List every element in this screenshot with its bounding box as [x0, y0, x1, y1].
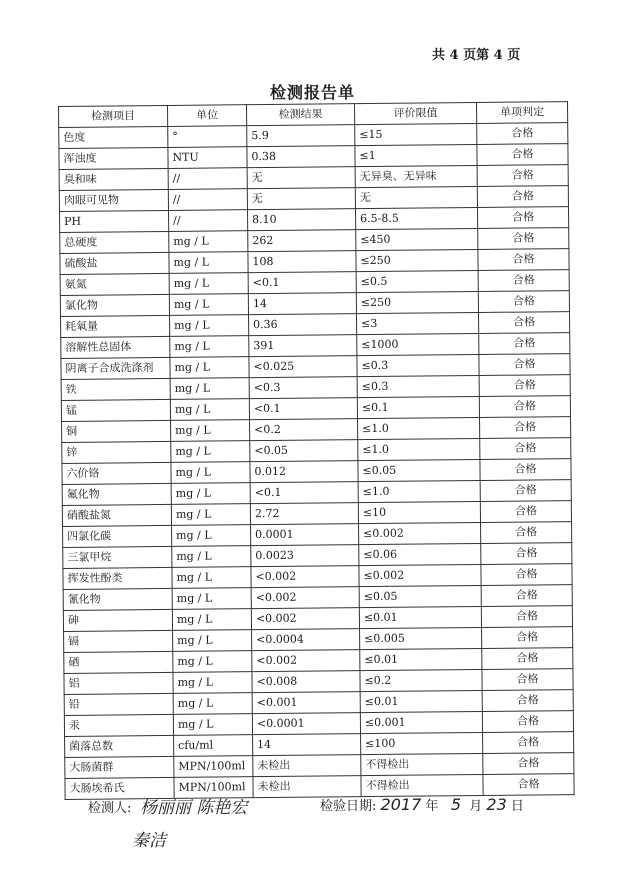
item-limit: ≤15 [355, 123, 477, 145]
inspector-label: 检测人: [88, 801, 132, 816]
item-result: 未检出 [253, 776, 361, 798]
item-limit: ≤0.2 [360, 669, 482, 691]
item-verdict: 合格 [479, 396, 570, 418]
item-unit: mg / L [170, 378, 249, 400]
item-limit: ≤1.0 [358, 480, 480, 502]
item-limit: ≤0.05 [358, 459, 480, 481]
item-name: 氯化物 [60, 294, 169, 316]
item-unit: mg / L [169, 273, 248, 295]
item-limit: ≤0.06 [359, 543, 481, 565]
item-result: <0.2 [250, 419, 358, 441]
item-name: 氰化物 [63, 588, 172, 610]
item-limit: ≤1.0 [358, 417, 480, 439]
item-name: 大肠埃希氏 [65, 777, 174, 799]
item-verdict: 合格 [477, 123, 568, 145]
date-day-char: 日 [510, 799, 524, 814]
item-result: <0.002 [252, 650, 360, 672]
item-unit: mg / L [169, 231, 248, 253]
item-name: 总硬度 [60, 231, 169, 253]
item-name: 溶解性总固体 [61, 336, 170, 358]
item-verdict: 合格 [480, 417, 571, 439]
item-result: 2.72 [250, 503, 358, 525]
item-result: <0.05 [250, 440, 358, 462]
column-header: 评价限值 [354, 102, 476, 124]
item-unit: mg / L [170, 336, 249, 358]
item-result: <0.1 [249, 398, 357, 420]
item-result: <0.0004 [252, 629, 360, 651]
item-name: 铜 [62, 420, 171, 442]
item-verdict: 合格 [478, 270, 569, 292]
item-name: 镉 [64, 630, 173, 652]
item-verdict: 合格 [478, 291, 569, 313]
item-name: 六价铬 [62, 462, 171, 484]
item-result: 108 [248, 251, 356, 273]
item-unit: mg / L [169, 252, 248, 274]
item-limit: ≤100 [361, 732, 483, 754]
item-limit: ≤0.3 [357, 375, 479, 397]
item-verdict: 合格 [478, 228, 569, 250]
item-name: 菌落总数 [65, 735, 174, 757]
item-limit: 不得检出 [361, 753, 483, 775]
item-name: 砷 [63, 609, 172, 631]
item-name: 硝酸盐氮 [62, 504, 171, 526]
inspector-signatures: 杨丽丽 陈艳宏 [140, 798, 248, 818]
item-name: 锌 [62, 441, 171, 463]
item-verdict: 合格 [477, 144, 568, 166]
inspector-signature-second: 秦洁 [132, 831, 166, 851]
item-result: 无 [247, 167, 355, 189]
item-name: 锰 [61, 399, 170, 421]
item-result: <0.3 [249, 377, 357, 399]
item-result: 0.38 [247, 146, 355, 168]
item-result: 14 [248, 293, 356, 315]
item-limit: ≤250 [356, 249, 478, 271]
item-unit: mg / L [170, 357, 249, 379]
page-title: 检测报告单 [269, 83, 355, 102]
column-header: 检测结果 [246, 104, 354, 126]
item-name: 大肠菌群 [65, 756, 174, 778]
item-name: PH [60, 210, 169, 232]
item-unit: mg / L [170, 399, 249, 421]
item-name: 铅 [64, 693, 173, 715]
item-name: 三氯甲烷 [63, 546, 172, 568]
item-limit: 不得检出 [361, 774, 483, 796]
item-verdict: 合格 [480, 480, 571, 502]
item-limit: ≤0.05 [359, 585, 481, 607]
item-name: 色度 [59, 126, 168, 148]
item-unit: mg / L [171, 420, 250, 442]
item-unit: // [169, 210, 248, 232]
item-unit: mg / L [173, 630, 252, 652]
date-label: 检验日期: [320, 799, 377, 814]
item-limit: ≤250 [356, 291, 478, 313]
item-verdict: 合格 [479, 333, 570, 355]
item-verdict: 合格 [477, 186, 568, 208]
item-name: 硫酸盐 [60, 252, 169, 274]
item-result: 无 [247, 188, 355, 210]
item-result: 262 [248, 230, 356, 252]
page-indicator: 共 4 页第 4 页 [432, 48, 521, 63]
item-result: 5.9 [247, 125, 355, 147]
item-unit: mg / L [173, 651, 252, 673]
item-unit: mg / L [172, 546, 251, 568]
item-result: 未检出 [253, 755, 361, 777]
item-name: 臭和味 [59, 168, 168, 190]
column-header: 单项判定 [476, 102, 567, 124]
item-result: 0.36 [249, 314, 357, 336]
date-day: 23 [486, 795, 507, 814]
item-verdict: 合格 [480, 459, 571, 481]
item-name: 氟化物 [62, 483, 171, 505]
item-name: 汞 [64, 714, 173, 736]
item-name: 浑浊度 [59, 147, 168, 169]
item-limit: 无 [355, 186, 477, 208]
date-year: 2017 [380, 795, 422, 814]
item-unit: mg / L [171, 441, 250, 463]
item-unit: mg / L [172, 609, 251, 631]
item-result: 0.0001 [251, 524, 359, 546]
item-verdict: 合格 [481, 564, 572, 586]
item-limit: ≤0.005 [360, 627, 482, 649]
item-limit: ≤0.01 [359, 606, 481, 628]
item-result: <0.008 [252, 671, 360, 693]
item-unit: mg / L [171, 504, 250, 526]
item-result: <0.1 [250, 482, 358, 504]
item-verdict: 合格 [481, 585, 572, 607]
item-result: <0.0001 [252, 713, 360, 735]
item-limit: ≤10 [358, 501, 480, 523]
item-limit: ≤0.01 [360, 648, 482, 670]
item-limit: ≤450 [356, 228, 478, 250]
item-result: <0.001 [252, 692, 360, 714]
column-header: 单位 [167, 105, 246, 127]
item-unit: mg / L [171, 483, 250, 505]
item-name: 铁 [61, 378, 170, 400]
item-limit: ≤0.002 [359, 522, 481, 544]
item-result: <0.025 [249, 356, 357, 378]
item-unit: cfu/ml [174, 735, 253, 757]
item-unit: // [168, 189, 247, 211]
item-unit: mg / L [171, 462, 250, 484]
item-name: 四氯化碳 [63, 525, 172, 547]
item-result: 0.0023 [251, 545, 359, 567]
item-unit: mg / L [172, 525, 251, 547]
inspection-date [320, 795, 524, 814]
item-name: 耗氧量 [61, 315, 170, 337]
item-unit: mg / L [172, 567, 251, 589]
item-limit: ≤0.002 [359, 564, 481, 586]
item-result: 391 [249, 335, 357, 357]
item-limit: ≤0.1 [357, 396, 479, 418]
item-result: 0.012 [250, 461, 358, 483]
item-verdict: 合格 [482, 669, 573, 691]
item-unit: mg / L [173, 714, 252, 736]
column-header: 检测项目 [59, 105, 168, 127]
item-unit: MPN/100ml [174, 777, 253, 799]
item-unit: mg / L [170, 315, 249, 337]
item-limit: 6.5-8.5 [355, 207, 477, 229]
item-result: <0.002 [251, 566, 359, 588]
item-verdict: 合格 [479, 375, 570, 397]
item-verdict: 合格 [482, 648, 573, 670]
item-verdict: 合格 [479, 354, 570, 376]
date-year-char: 年 [425, 799, 439, 814]
item-verdict: 合格 [483, 732, 574, 754]
item-verdict: 合格 [482, 690, 573, 712]
item-unit: MPN/100ml [174, 756, 253, 778]
item-result: 8.10 [248, 209, 356, 231]
item-limit: ≤0.5 [356, 270, 478, 292]
item-unit: mg / L [169, 294, 248, 316]
item-limit: ≤0.3 [357, 354, 479, 376]
footer [88, 797, 131, 816]
item-verdict: 合格 [477, 207, 568, 229]
item-name: 肉眼可见物 [59, 189, 168, 211]
item-limit: 无异臭、无异味 [355, 165, 477, 187]
item-verdict: 合格 [482, 627, 573, 649]
item-unit: mg / L [172, 588, 251, 610]
item-name: 氨氮 [60, 273, 169, 295]
item-limit: ≤1 [355, 144, 477, 166]
item-verdict: 合格 [479, 312, 570, 334]
item-verdict: 合格 [480, 501, 571, 523]
table-body [59, 123, 574, 800]
item-verdict: 合格 [481, 606, 572, 628]
date-month: 5 [450, 795, 461, 814]
item-verdict: 合格 [482, 711, 573, 733]
item-result: <0.1 [248, 272, 356, 294]
item-name: 铝 [64, 672, 173, 694]
item-limit: ≤1000 [357, 333, 479, 355]
inspection-table [58, 101, 575, 800]
item-result: <0.002 [251, 587, 359, 609]
item-unit: mg / L [173, 693, 252, 715]
item-limit: ≤0.001 [360, 711, 482, 733]
item-name: 硒 [64, 651, 173, 673]
item-verdict: 合格 [477, 165, 568, 187]
item-unit: ° [168, 126, 247, 148]
item-verdict: 合格 [483, 753, 574, 775]
item-unit: NTU [168, 147, 247, 169]
item-unit: mg / L [173, 672, 252, 694]
item-limit: ≤0.01 [360, 690, 482, 712]
item-verdict: 合格 [483, 774, 574, 796]
item-name: 阴离子合成洗涤剂 [61, 357, 170, 379]
item-verdict: 合格 [478, 249, 569, 271]
item-limit: ≤1.0 [358, 438, 480, 460]
item-name: 挥发性酚类 [63, 567, 172, 589]
item-limit: ≤3 [357, 312, 479, 334]
item-unit: // [168, 168, 247, 190]
item-result: 14 [253, 734, 361, 756]
item-verdict: 合格 [481, 522, 572, 544]
item-verdict: 合格 [480, 438, 571, 460]
item-result: <0.002 [251, 608, 359, 630]
item-verdict: 合格 [481, 543, 572, 565]
date-month-char: 月 [469, 799, 483, 814]
